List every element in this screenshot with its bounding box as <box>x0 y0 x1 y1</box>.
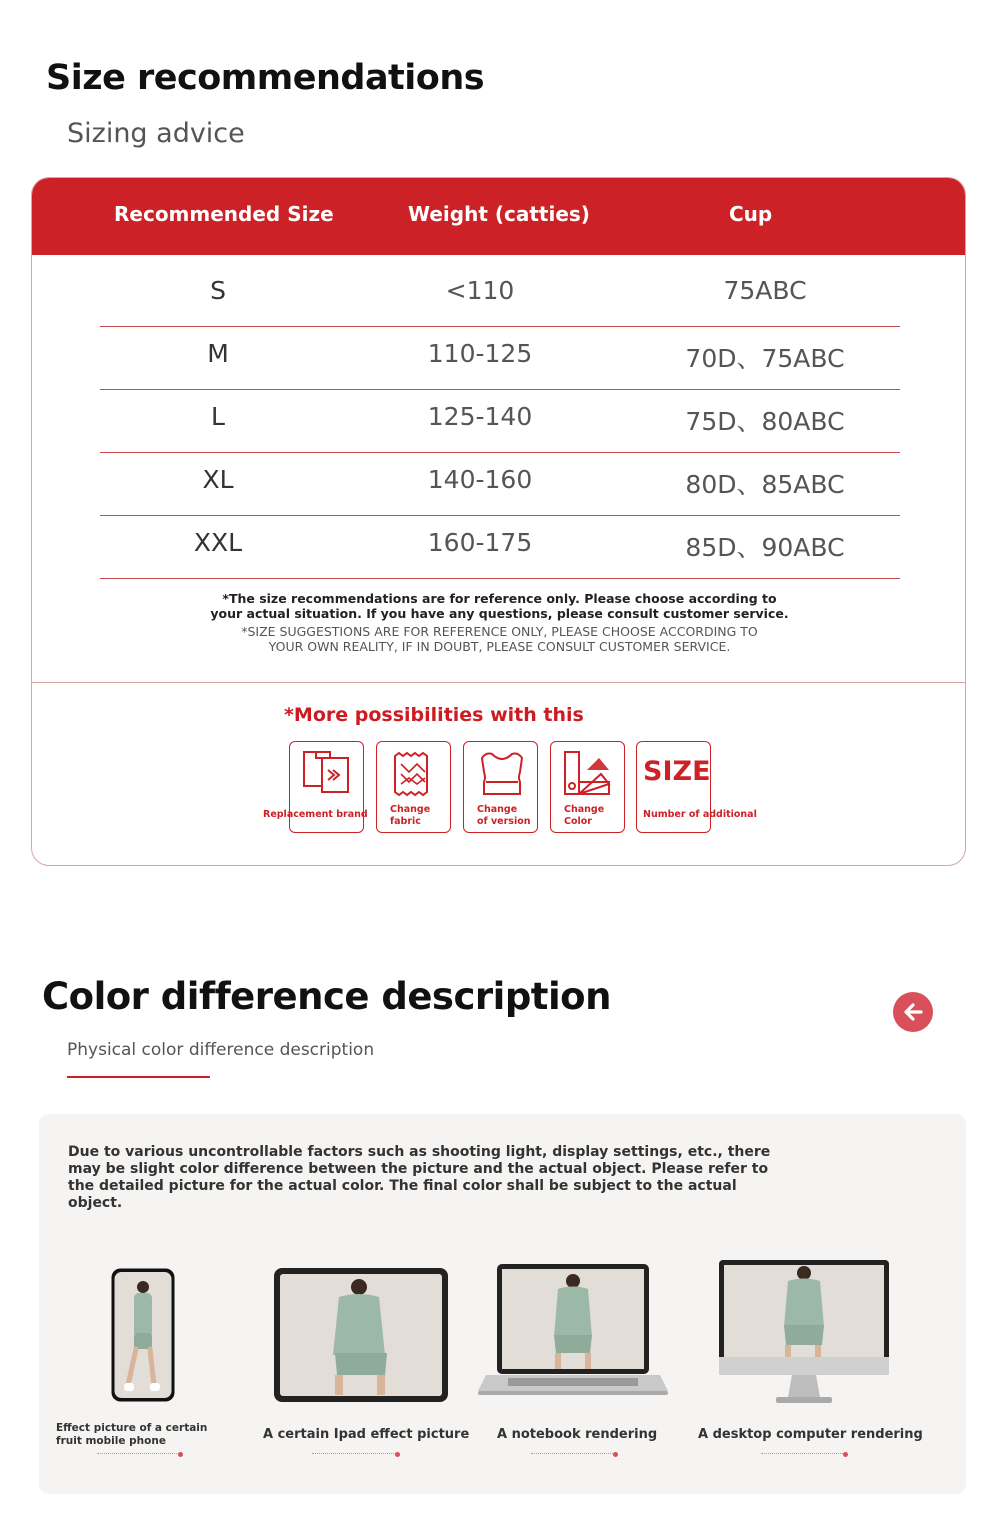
table-row <box>100 453 900 516</box>
size-table-header <box>32 178 965 255</box>
garment-icon <box>474 748 530 802</box>
cup-cell: 85D、90ABC <box>685 533 845 562</box>
option-label-line: Change <box>477 804 518 815</box>
header-recommended-size: Recommended Size <box>114 202 334 226</box>
color-swatch-icon <box>561 748 617 802</box>
option-label: Replacement brand <box>263 809 368 820</box>
dot-marker <box>178 1452 183 1457</box>
size-cell: XL <box>202 465 234 494</box>
phone-mockup <box>110 1267 176 1403</box>
size-cell: M <box>207 339 229 368</box>
cup-cell: 80D、85ABC <box>685 470 845 499</box>
dot-marker <box>613 1452 618 1457</box>
cup-cell: 75D、80ABC <box>685 407 845 436</box>
option-label-line: of version <box>477 816 531 827</box>
more-possibilities-title: *More possibilities with this <box>284 704 584 726</box>
option-label <box>564 804 604 828</box>
option-label-line: Color <box>564 816 592 827</box>
option-label <box>390 804 430 828</box>
back-button[interactable] <box>893 992 933 1032</box>
weight-cell: 140-160 <box>427 465 533 494</box>
size-icon: SIZE <box>643 756 711 787</box>
color-difference-text: Due to various uncontrollable factors such as shooting light, display settings, etc., there may be slight color difference between the picture and the actual object. Please refer to the detailed picture for the actual color. The final color shall be subject to the actual object. <box>68 1144 771 1211</box>
table-row <box>100 327 900 390</box>
size-cell: S <box>210 276 226 305</box>
device-label-phone: Effect picture of a certain fruit mobile phone <box>56 1422 208 1447</box>
label-dots <box>531 1448 615 1454</box>
device-label-tablet: A certain Ipad effect picture <box>263 1427 470 1442</box>
table-row <box>100 390 900 453</box>
option-change-fabric[interactable] <box>376 741 451 833</box>
weight-cell: <110 <box>445 276 515 305</box>
color-difference-card <box>39 1114 966 1494</box>
dot-marker <box>843 1452 848 1457</box>
note-line: YOUR OWN REALITY, IF IN DOUBT, PLEASE CONSULT CUSTOMER SERVICE. <box>268 639 731 654</box>
size-note-caps <box>32 624 966 654</box>
replace-brand-icon <box>300 748 356 802</box>
cup-cell: 70D、75ABC <box>685 344 845 373</box>
note-line: *SIZE SUGGESTIONS ARE FOR REFERENCE ONLY, PLEASE CHOOSE ACCORDING TO <box>241 624 758 639</box>
label-dots <box>97 1448 179 1454</box>
device-label-laptop: A notebook rendering <box>497 1427 658 1442</box>
option-label-line: Change <box>564 804 605 815</box>
color-section-title: Color difference description <box>42 975 611 1018</box>
size-section-subtitle: Sizing advice <box>67 118 245 149</box>
option-change-color[interactable] <box>550 741 625 833</box>
table-row <box>100 516 900 579</box>
weight-cell: 110-125 <box>427 339 533 368</box>
label-dots <box>312 1448 396 1454</box>
weight-cell: 125-140 <box>427 402 533 431</box>
option-label-line: fabric <box>390 816 421 827</box>
header-weight: Weight (catties) <box>408 202 590 226</box>
subtitle-underline <box>67 1076 210 1078</box>
weight-cell: 160-175 <box>427 528 533 557</box>
label-dots <box>761 1448 845 1454</box>
card-divider <box>32 682 965 683</box>
note-line: *The size recommendations are for reference only. Please choose according to <box>222 591 777 606</box>
option-change-version[interactable] <box>463 741 538 833</box>
size-section-title: Size recommendations <box>46 58 485 98</box>
dot-marker <box>395 1452 400 1457</box>
option-label-line: Change <box>390 804 431 815</box>
desktop-mockup <box>718 1259 890 1405</box>
tablet-mockup <box>273 1267 449 1403</box>
size-table-card <box>31 177 966 866</box>
laptop-mockup <box>478 1263 668 1403</box>
device-label-desktop: A desktop computer rendering <box>698 1427 923 1442</box>
cup-cell: 75ABC <box>723 276 807 305</box>
color-section-subtitle: Physical color difference description <box>67 1040 375 1060</box>
arrow-left-icon <box>901 1000 925 1024</box>
size-cell: L <box>211 402 225 431</box>
fabric-icon <box>387 748 443 802</box>
header-cup: Cup <box>729 202 773 226</box>
option-label <box>477 804 531 828</box>
option-label: Number of additional <box>643 809 757 820</box>
size-note-english <box>32 591 966 621</box>
size-cell: XXL <box>193 528 243 557</box>
note-line: your actual situation. If you have any questions, please consult customer service. <box>210 606 789 621</box>
table-row <box>100 264 900 327</box>
